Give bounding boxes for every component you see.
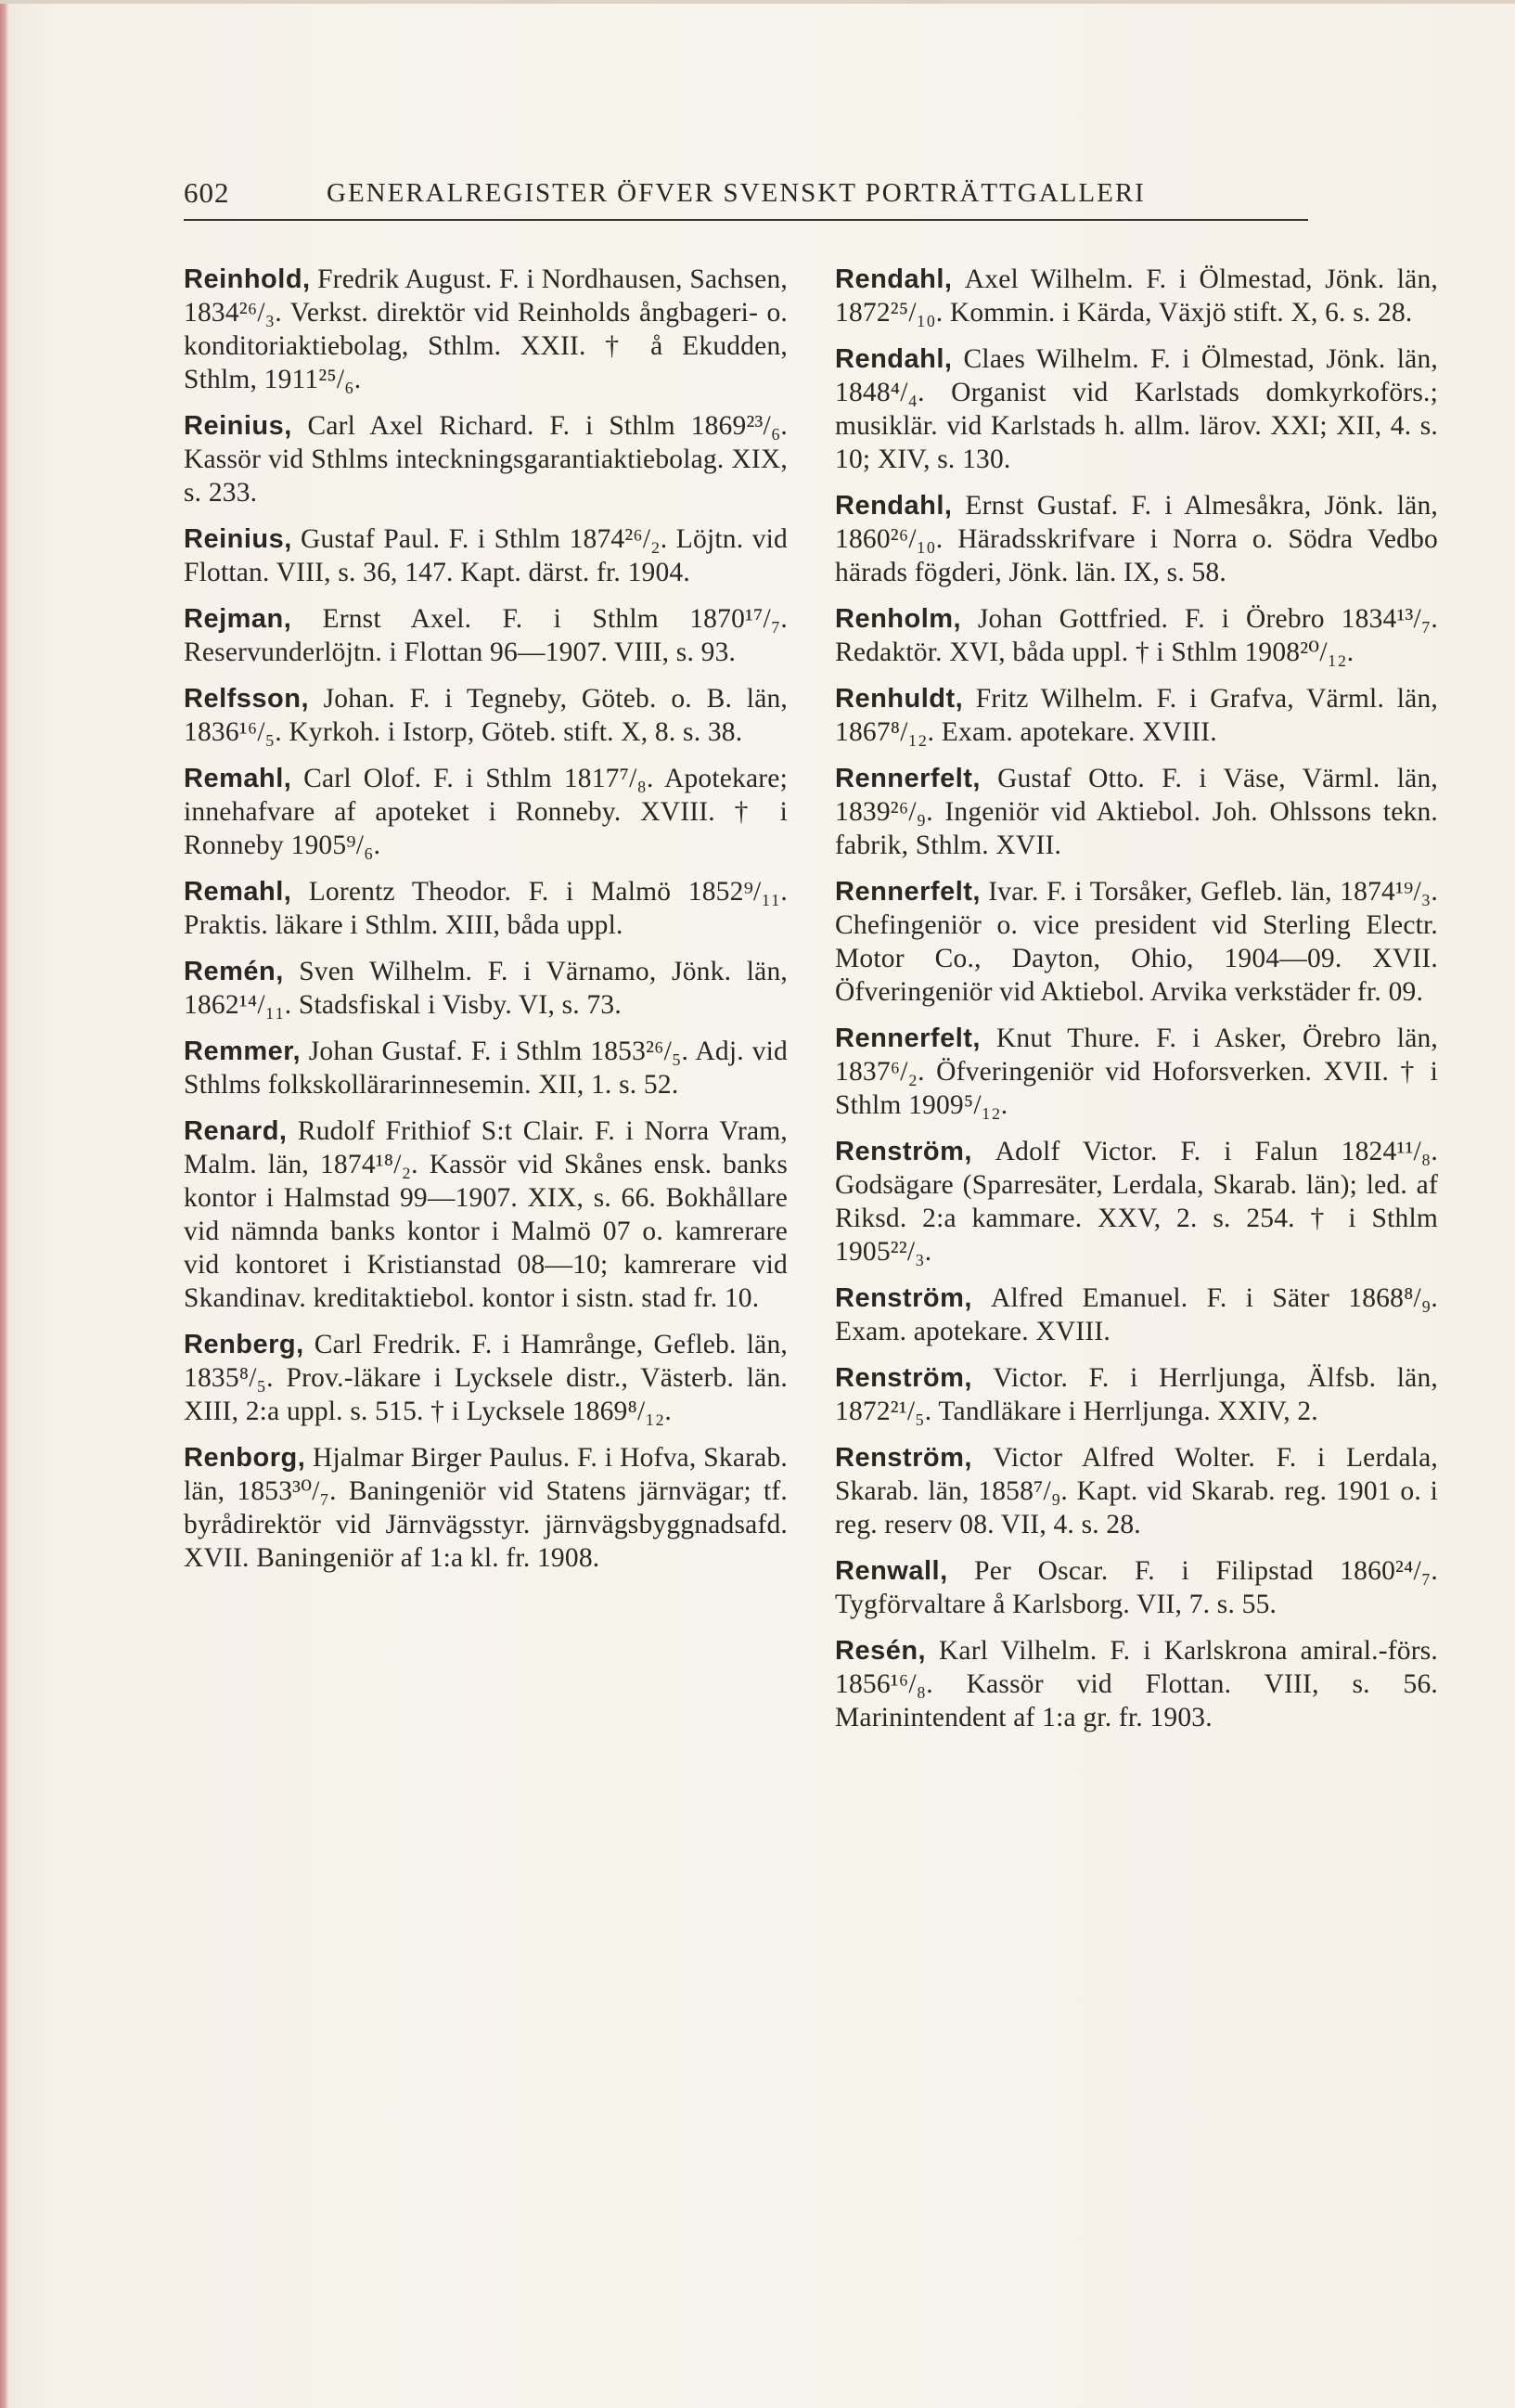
entry-surname: Renström, — [835, 1363, 972, 1393]
entry-surname: Remahl, — [184, 764, 292, 793]
register-entry — [835, 875, 1438, 1009]
entry-details: Alfred Emanuel. F. i Säter 1868⁸/₉. Exam. apotekare. XVIII. — [835, 1283, 1439, 1346]
entry-surname: Rejman, — [184, 604, 292, 634]
register-entry — [835, 682, 1438, 749]
entry-details: Rudolf Frithiof S:t Clair. F. i Norra Vram, Malm. län, 1874¹⁸/₂. Kassör vid Skånes ensk. banks kontor i Halmstad 99—1907. XIX, s. 66. Bokhållare vid nämnda banks kontor i Malmö 07 o. kamrerare vid kontoret i Kristianstad 08—10; kamrerare vid Skandinav. kreditaktiebol. kontor i sistn. stad fr. 10. — [184, 1116, 789, 1313]
register-entry — [184, 409, 788, 509]
register-entry — [835, 1554, 1438, 1621]
register-entry — [184, 955, 788, 1022]
register-entry — [835, 489, 1438, 589]
entry-details: Johan Gottfried. F. i Örebro 1834¹³/₇. Redaktör. XVI, båda uppl. † i Sthlm 1908²⁰/₁₂. — [835, 604, 1439, 667]
entry-surname: Renholm, — [835, 604, 962, 634]
entry-surname: Relfsson, — [184, 684, 310, 714]
entry-details: Claes Wilhelm. F. i Ölmestad, Jönk. län, 1848⁴/₄. Organist vid Karlstads domkyrkoförs.; musiklär. vid Karlstads h. allm. lärov. XXI; XII, 4. s. 10; XIV, s. 130. — [835, 344, 1438, 474]
entry-details: Ernst Gustaf. F. i Almesåkra, Jönk. län, 1860²⁶/₁₀. Häradsskrifvare i Norra o. Södra Vedbo härads fögderi, Jönk. län. IX, s. 58. — [835, 491, 1438, 587]
register-entry — [184, 522, 788, 589]
register-entry — [835, 263, 1438, 329]
entry-surname: Renwall, — [835, 1556, 948, 1586]
entry-surname: Renström, — [835, 1137, 972, 1166]
entry-details: Carl Axel Richard. F. i Sthlm 1869²³/₆. Kassör vid Sthlms inteckningsgarantiaktiebolag. XIX, s. 233. — [184, 411, 789, 508]
entry-details: Per Oscar. F. i Filipstad 1860²⁴/₇. Tygförvaltare å Karlsborg. VII, 7. s. 55. — [835, 1556, 1438, 1619]
register-entry — [184, 682, 788, 749]
entry-details: Carl Olof. F. i Sthlm 1817⁷/₈. Apotekare; innehafvare af apoteket i Ronneby. XVIII. † i Ronneby 1905⁹/₆. — [184, 764, 788, 860]
entry-surname: Rennerfelt, — [835, 1024, 981, 1053]
entry-details: Sven Wilhelm. F. i Värnamo, Jönk. län, 1862¹⁴/₁₁. Stadsfiskal i Visby. VI, s. 73. — [184, 957, 788, 1020]
register-entry — [835, 342, 1438, 476]
entry-surname: Reinius, — [184, 524, 292, 554]
entry-surname: Renström, — [835, 1443, 972, 1473]
entry-surname: Remmer, — [184, 1037, 302, 1066]
right-column — [835, 263, 1438, 1747]
running-head: GENERALREGISTER ÖFVER SVENSKT PORTRÄTTGALLERI — [327, 178, 1146, 208]
register-entry — [184, 875, 788, 942]
register-entry — [835, 602, 1438, 669]
entry-details: Gustaf Otto. F. i Väse, Värml. län, 1839²⁶/₉. Ingeniör vid Aktiebol. Joh. Ohlssons tekn. fabrik, Sthlm. XVII. — [835, 764, 1438, 860]
entry-details: Johan Gustaf. F. i Sthlm 1853²⁶/₅. Adj. vid Sthlms folkskollärarinnesemin. XII, 1. s. 52. — [184, 1037, 788, 1100]
entry-surname: Renström, — [835, 1283, 972, 1313]
entry-surname: Renhuldt, — [835, 684, 964, 714]
entry-surname: Rennerfelt, — [835, 877, 981, 907]
page-number: 602 — [184, 176, 230, 209]
entry-details: Adolf Victor. F. i Falun 1824¹¹/₈. Godsägare (Sparresäter, Lerdala, Skarab. län); led. af Riksd. 2:a kammare. XXV, 2. s. 254. † i Sthlm 1905²²/₃. — [835, 1137, 1438, 1267]
entry-details: Ivar. F. i Torsåker, Gefleb. län, 1874¹⁹/₃. Chefingeniör o. vice president vid Sterling Electr. Motor Co., Dayton, Ohio, 1904—09. XVII. Öfveringeniör vid Aktiebol. Arvika verkstäder fr. 09. — [835, 877, 1438, 1007]
entry-surname: Rendahl, — [835, 491, 953, 521]
entry-surname: Rennerfelt, — [835, 764, 981, 793]
entry-details: Hjalmar Birger Paulus. F. i Hofva, Skarab. län, 1853³⁰/₇. Baningeniör vid Statens järnvägar; tf. byrådirektör vid Järnvägsstyr. järnvägsbyggnadsafd. XVII. Baningeniör af 1:a kl. fr. 1908. — [184, 1443, 788, 1573]
register-entry — [835, 1281, 1438, 1348]
entry-details: Ernst Axel. F. i Sthlm 1870¹⁷/₇. Reservunderlöjtn. i Flottan 96—1907. VIII, s. 93. — [184, 604, 789, 667]
register-entry — [835, 762, 1438, 862]
register-entry — [184, 263, 788, 396]
entry-surname: Reinhold, — [184, 264, 311, 294]
page-header — [184, 176, 1308, 213]
entry-details: Axel Wilhelm. F. i Ölmestad, Jönk. län, 1872²⁵/₁₀. Kommin. i Kärda, Växjö stift. X, 6. s. 28. — [835, 264, 1438, 328]
header-rule — [184, 219, 1308, 221]
entry-details: Victor. F. i Herrljunga, Älfsb. län, 1872²¹/₅. Tandläkare i Herrljunga. XXIV, 2. — [835, 1363, 1438, 1426]
entry-details: Knut Thure. F. i Asker, Örebro län, 1837⁶/₂. Öfveringeniör vid Hoforsverken. XVII. † i Sthlm 1909⁵/₁₂. — [835, 1024, 1439, 1120]
page-top-edge — [0, 0, 1515, 4]
entry-details: Lorentz Theodor. F. i Malmö 1852⁹/₁₁. Praktis. läkare i Sthlm. XIII, båda uppl. — [184, 877, 788, 940]
entry-details: Fredrik August. F. i Nordhausen, Sachsen, 1834²⁶/₃. Verkst. direktör vid Reinholds ångbageri- o. konditoriaktiebolag, Sthlm. XXII. † å Ekudden, Sthlm, 1911²⁵/₆. — [184, 264, 788, 394]
register-entry — [835, 1361, 1438, 1428]
entry-surname: Resén, — [835, 1636, 927, 1666]
entry-details: Fritz Wilhelm. F. i Grafva, Värml. län, 1867⁸/₁₂. Exam. apotekare. XVIII. — [835, 684, 1438, 747]
register-entry — [184, 1441, 788, 1575]
register-entry — [184, 1328, 788, 1428]
register-entry — [835, 1441, 1438, 1541]
entry-details: Karl Vilhelm. F. i Karlskrona amiral.-förs. 1856¹⁶/₈. Kassör vid Flottan. VIII, s. 56. Marinintendent af 1:a gr. fr. 1903. — [835, 1636, 1439, 1732]
register-entry — [835, 1022, 1438, 1122]
entry-surname: Remén, — [184, 957, 284, 986]
register-entry — [835, 1135, 1438, 1268]
entry-surname: Rendahl, — [835, 344, 953, 374]
entry-details: Johan. F. i Tegneby, Göteb. o. B. län, 1836¹⁶/₅. Kyrkoh. i Istorp, Göteb. stift. X, 8. s. 38. — [184, 684, 789, 747]
entry-surname: Remahl, — [184, 877, 292, 907]
register-entry — [835, 1634, 1438, 1734]
entry-surname: Renard, — [184, 1116, 288, 1146]
left-column — [184, 263, 788, 1588]
register-entry — [184, 762, 788, 862]
register-entry — [184, 1114, 788, 1315]
register-entry — [184, 602, 788, 669]
entry-details: Gustaf Paul. F. i Sthlm 1874²⁶/₂. Löjtn. vid Flottan. VIII, s. 36, 147. Kapt. därst. fr. 1904. — [184, 524, 788, 587]
entry-surname: Renborg, — [184, 1443, 306, 1473]
register-entry — [184, 1035, 788, 1101]
entry-surname: Rendahl, — [835, 264, 953, 294]
entry-surname: Renberg, — [184, 1330, 304, 1359]
entry-details: Victor Alfred Wolter. F. i Lerdala, Skarab. län, 1858⁷/₉. Kapt. vid Skarab. reg. 1901 o. i reg. reserv 08. VII, 4. s. 28. — [835, 1443, 1438, 1539]
entry-details: Carl Fredrik. F. i Hamrånge, Gefleb. län, 1835⁸/₅. Prov.-läkare i Lycksele distr., Västerb. län. XIII, 2:a uppl. s. 515. † i Lycksele 1869⁸/₁₂. — [184, 1330, 788, 1426]
page-edge — [0, 0, 8, 2408]
entry-surname: Reinius, — [184, 411, 292, 441]
